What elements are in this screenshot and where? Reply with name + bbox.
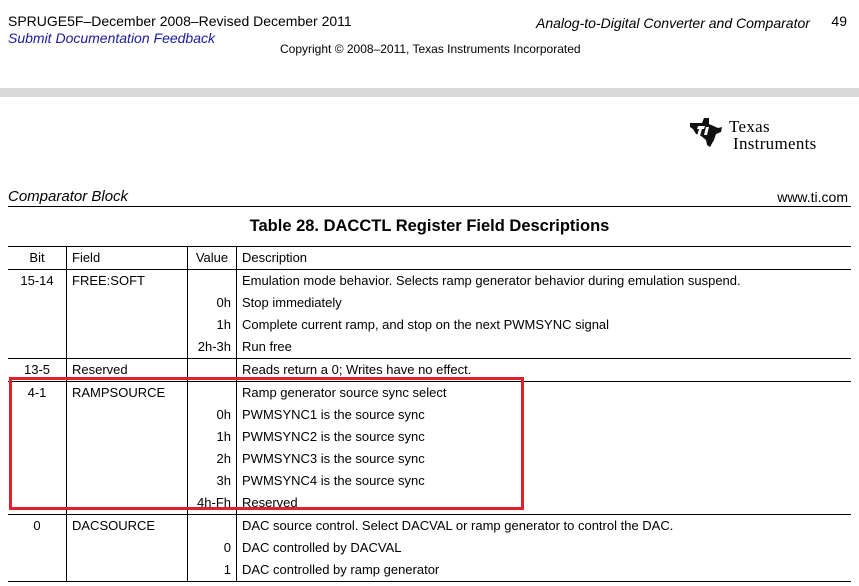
cell-value: 4h-Fh [188, 492, 237, 515]
cell-field [67, 336, 188, 359]
section-name: Comparator Block [8, 188, 129, 205]
cell-value: 1h [188, 314, 237, 336]
cell-value: 1h [188, 426, 237, 448]
cell-bit [8, 559, 67, 582]
table-row [8, 336, 851, 359]
site-url[interactable]: www.ti.com [777, 189, 848, 205]
cell-bit [8, 336, 67, 359]
logo-line-2: Instruments [733, 134, 817, 153]
highlight-box [9, 377, 524, 510]
cell-value: 3h [188, 470, 237, 492]
cell-field: Reserved [67, 359, 188, 382]
cell-bit [8, 292, 67, 314]
ti-state-icon [688, 114, 724, 150]
section-title: Analog-to-Digital Converter and Comparator [536, 15, 810, 31]
cell-description: Reads return a 0; Writes have no effect. [237, 359, 852, 382]
cell-bit: 4-1 [8, 382, 67, 405]
cell-field [67, 314, 188, 336]
cell-description: DAC source control. Select DACVAL or ramp generator to control the DAC. [237, 515, 852, 538]
cell-value: 2h-3h [188, 336, 237, 359]
cell-bit [8, 314, 67, 336]
header-divider [0, 88, 859, 97]
cell-description: DAC controlled by DACVAL [237, 537, 852, 559]
table-row [8, 537, 851, 559]
cell-value: 2h [188, 448, 237, 470]
cell-description: PWMSYNC3 is the source sync [237, 448, 852, 470]
page-number: 49 [831, 13, 847, 29]
cell-bit: 0 [8, 515, 67, 538]
cell-field [67, 559, 188, 582]
cell-description: PWMSYNC2 is the source sync [237, 426, 852, 448]
cell-field [67, 292, 188, 314]
logo-line-1: Texas [729, 117, 770, 136]
cell-description: Run free [237, 336, 852, 359]
cell-value [188, 270, 237, 293]
table-row [8, 314, 851, 336]
cell-value: 0h [188, 404, 237, 426]
document-id: SPRUGE5F–December 2008–Revised December 2011 [8, 13, 352, 29]
cell-field: DACSOURCE [67, 515, 188, 538]
copyright-notice: Copyright © 2008–2011, Texas Instruments Incorporated [280, 42, 581, 56]
ti-logo [688, 114, 850, 154]
cell-bit [8, 537, 67, 559]
section-rule [8, 206, 851, 207]
cell-field: RAMPSOURCE [67, 382, 188, 405]
feedback-link[interactable]: Submit Documentation Feedback [8, 30, 215, 46]
column-header-bit: Bit [8, 247, 67, 270]
table-row [8, 515, 851, 538]
table-row [8, 270, 851, 293]
cell-description: Emulation mode behavior. Selects ramp generator behavior during emulation suspend. [237, 270, 852, 293]
cell-bit: 15-14 [20, 273, 54, 288]
column-header-description: Description [237, 247, 852, 270]
cell-description: Reserved [237, 492, 852, 515]
table-row [8, 559, 851, 582]
cell-field: FREE:SOFT [67, 270, 188, 293]
cell-description: Stop immediately [237, 292, 852, 314]
cell-value [188, 515, 237, 538]
cell-description: DAC controlled by ramp generator [237, 559, 852, 582]
column-header-field: Field [67, 247, 188, 270]
cell-description: PWMSYNC4 is the source sync [237, 470, 852, 492]
table-row [8, 292, 851, 314]
cell-description: Complete current ramp, and stop on the next PWMSYNC signal [237, 314, 852, 336]
cell-description: PWMSYNC1 is the source sync [237, 404, 852, 426]
column-header-value: Value [188, 247, 237, 270]
cell-field [67, 537, 188, 559]
cell-value: 0h [188, 292, 237, 314]
cell-value: 0 [188, 537, 237, 559]
cell-bit: 13-5 [8, 359, 67, 382]
cell-value: 1 [188, 559, 237, 582]
cell-description: Ramp generator source sync select [237, 382, 852, 405]
table-title: Table 28. DACCTL Register Field Descriptions [249, 217, 610, 235]
table-header-row [8, 247, 851, 270]
